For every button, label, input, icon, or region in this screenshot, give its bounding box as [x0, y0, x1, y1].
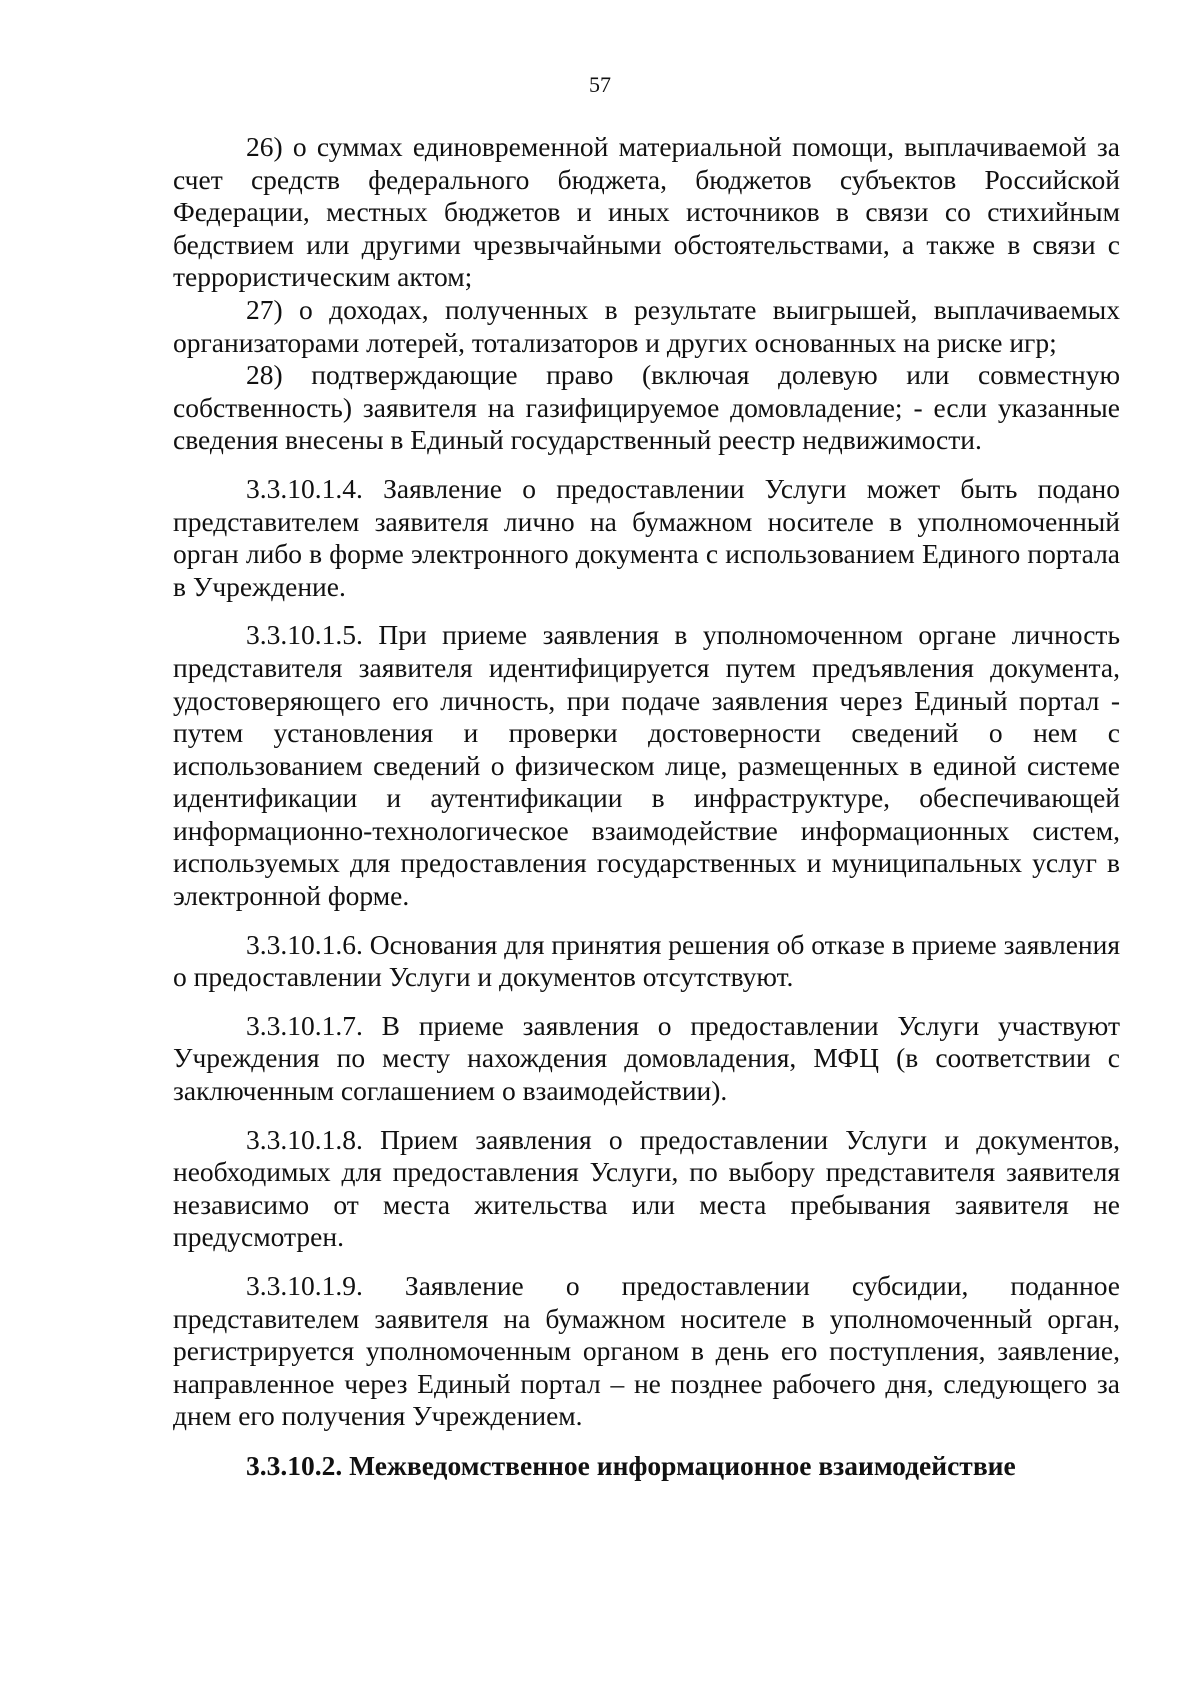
page-number: 57 — [589, 72, 611, 97]
clause-3-3-10-1-9: 3.3.10.1.9. Заявление о предоставлении субсидии, поданное представителем заявителя на бумажном носителе в уполномоченный орган, регистрируется уполномоченным органом в день его поступления, заявление, направленное через Единый портал – не позднее рабочего дня, следующего за днем его получения Учреждением. — [173, 1270, 1120, 1432]
list-item-26: 26) о суммах единовременной материальной помощи, выплачиваемой за счет средств федерального бюджета, бюджетов субъектов Российской Федерации, местных бюджетов и иных источников в связи со стихийным бедствием или другими чрезвычайными обстоятельствами, а также в связи с террористическим актом; — [173, 131, 1120, 293]
document-body — [173, 131, 1120, 1483]
clause-3-3-10-1-6: 3.3.10.1.6. Основания для принятия решения об отказе в приеме заявления о предоставлении Услуги и документов отсутствуют. — [173, 928, 1120, 993]
list-item-28: 28) подтверждающие право (включая долевую или совместную собственность) заявителя на газифицируемое домовладение; - если указанные сведения внесены в Единый государственный реестр недвижимости. — [173, 359, 1120, 456]
clause-3-3-10-1-5: 3.3.10.1.5. При приеме заявления в уполномоченном органе личность представителя заявителя идентифицируется путем предъявления документа, удостоверяющего его личность, при подаче заявления через Единый портал - путем установления и проверки достоверности сведений о нем с использованием сведений о физическом лице, размещенных в единой системе идентификации и аутентификации в инфраструктуре, обеспечивающей информационно-технологическое взаимодействие информационных систем, используемых для предоставления государственных и муниципальных услуг в электронной форме. — [173, 619, 1120, 912]
section-heading: 3.3.10.2. Межведомственное информационное взаимодействие — [246, 1449, 1016, 1481]
list-item-27: 27) о доходах, полученных в результате выигрышей, выплачиваемых организаторами лотерей, тотализаторов и других основанных на риске игр; — [173, 293, 1120, 358]
clause-3-3-10-1-8: 3.3.10.1.8. Прием заявления о предоставлении Услуги и документов, необходимых для предоставления Услуги, по выбору представителя заявителя независимо от места жительства или места пребывания заявителя не предусмотрен. — [173, 1123, 1120, 1253]
clause-3-3-10-1-7: 3.3.10.1.7. В приеме заявления о предоставлении Услуги участвуют Учреждения по месту нахождения домовладения, МФЦ (в соответствии с заключенным соглашением о взаимодействии). — [173, 1009, 1120, 1107]
clause-3-3-10-1-4: 3.3.10.1.4. Заявление о предоставлении Услуги может быть подано представителем заявителя лично на бумажном носителе в уполномоченный орган либо в форме электронного документа с использованием Единого портала в Учреждение. — [173, 472, 1120, 602]
